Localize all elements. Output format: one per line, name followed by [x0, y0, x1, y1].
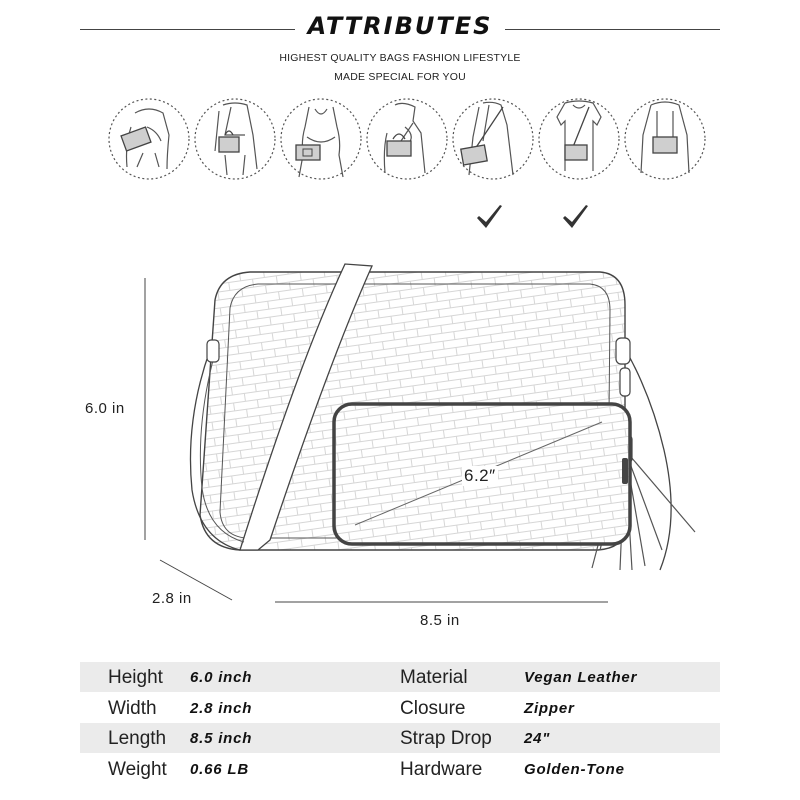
spec-label: Width — [108, 698, 157, 719]
attributes-header — [0, 0, 800, 95]
hand-carry-icon — [193, 97, 277, 181]
spec-value: 6.0 inch — [190, 669, 253, 686]
spec-value-2: 24" — [524, 730, 551, 747]
page-title: ATTRIBUTES — [307, 12, 493, 40]
chest-carry-icon — [537, 97, 621, 181]
width-dimension-label: 8.5 in — [420, 612, 460, 629]
crossbody-carry-icon — [451, 97, 535, 181]
spec-label: Weight — [108, 759, 167, 780]
chest-check-icon — [560, 203, 590, 231]
spec-value: 2.8 inch — [190, 700, 253, 717]
spec-row — [80, 693, 720, 723]
subtitle-line-1: HIGHEST QUALITY BAGS FASHION LIFESTYLE — [279, 52, 521, 64]
spec-value: 0.66 LB — [190, 761, 249, 778]
bag-sketch — [0, 250, 800, 650]
spec-value: 8.5 inch — [190, 730, 253, 747]
top-handle-carry-icon — [365, 97, 449, 181]
bag-dimension-diagram — [0, 250, 800, 650]
crossbody-check-icon — [474, 203, 504, 231]
spec-label-2: Closure — [400, 698, 466, 719]
backpack-carry-icon — [623, 97, 707, 181]
spec-value-2: Golden-Tone — [524, 761, 625, 778]
spec-row — [80, 723, 720, 753]
spec-value-2: Vegan Leather — [524, 669, 638, 686]
spec-label-2: Hardware — [400, 759, 483, 780]
spec-row — [80, 662, 720, 692]
height-dimension-label: 6.0 in — [85, 400, 125, 417]
spec-label: Height — [108, 667, 163, 688]
spec-label-2: Material — [400, 667, 468, 688]
specs-table — [80, 660, 720, 784]
depth-dimension-label: 2.8 in — [152, 590, 192, 607]
clutch-carry-icon — [107, 97, 191, 181]
spec-label: Length — [108, 728, 167, 749]
spec-value-2: Zipper — [524, 700, 575, 717]
subtitle-line-2: MADE SPECIAL FOR YOU — [334, 71, 466, 83]
phone-size-label: 6.2″ — [464, 466, 496, 485]
wristlet-carry-icon — [279, 97, 363, 181]
carry-style-row — [0, 95, 800, 235]
spec-row — [80, 754, 720, 784]
spec-label-2: Strap Drop — [400, 728, 492, 749]
